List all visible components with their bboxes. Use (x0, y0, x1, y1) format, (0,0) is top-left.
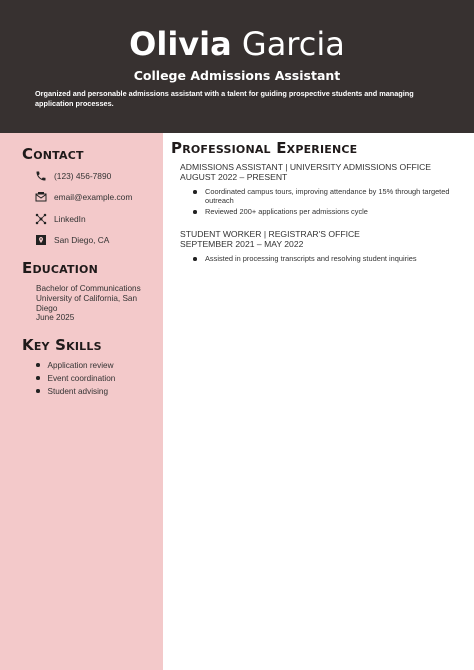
location-text: San Diego, CA (54, 235, 110, 245)
bullet-text: Coordinated campus tours, improving attendance by 15% through targeted outreach (205, 187, 450, 205)
email-link[interactable]: email@example.com (54, 192, 133, 202)
skill-item: Application review (36, 361, 114, 370)
skills-heading: Key Skills (22, 336, 102, 354)
job-title: STUDENT WORKER | REGISTRAR'S OFFICE (180, 229, 360, 239)
location-icon (34, 233, 48, 247)
first-name: Olivia (129, 25, 232, 63)
last-name: Garcia (241, 25, 345, 63)
candidate-name (0, 22, 474, 66)
contact-phone (34, 168, 111, 184)
job-bullet (193, 187, 453, 205)
skill-item: Event coordination (36, 374, 115, 383)
bullet-dot (193, 210, 197, 214)
experience-heading: Professional Experience (171, 139, 358, 157)
education-date: June 2025 (36, 313, 75, 322)
contact-linkedin (34, 211, 86, 227)
linkedin-link[interactable]: LinkedIn (54, 214, 86, 224)
education-heading: Education (22, 259, 98, 277)
bullet-text: Assisted in processing transcripts and resolving student inquiries (205, 254, 417, 263)
header-banner (0, 0, 474, 133)
summary-text: Organized and personable admissions assistant with a talent for guiding prospective students and managing application processes. (35, 89, 414, 108)
job-dates: AUGUST 2022 – PRESENT (180, 172, 288, 182)
contact-heading: Contact (22, 145, 84, 163)
network-icon (34, 212, 48, 226)
contact-email (34, 189, 132, 205)
education-school: University of California, San Diego (36, 294, 138, 313)
phone-icon (34, 169, 48, 183)
email-icon (34, 190, 48, 204)
job-title: College Admissions Assistant (133, 68, 341, 83)
job-title: ADMISSIONS ASSISTANT | UNIVERSITY ADMISSIONS OFFICE (180, 162, 432, 172)
bullet-dot (193, 190, 197, 194)
bullet-text: Reviewed 200+ applications per admissions cycle (205, 207, 368, 216)
job-bullet (193, 207, 453, 216)
bullet-dot (193, 257, 197, 261)
phone-text: (123) 456-7890 (54, 171, 112, 181)
education-degree: Bachelor of Communications (36, 284, 141, 293)
job-bullet (193, 254, 453, 263)
skill-item: Student advising (36, 387, 108, 396)
job-dates: SEPTEMBER 2021 – MAY 2022 (180, 239, 304, 249)
contact-location (34, 232, 109, 248)
